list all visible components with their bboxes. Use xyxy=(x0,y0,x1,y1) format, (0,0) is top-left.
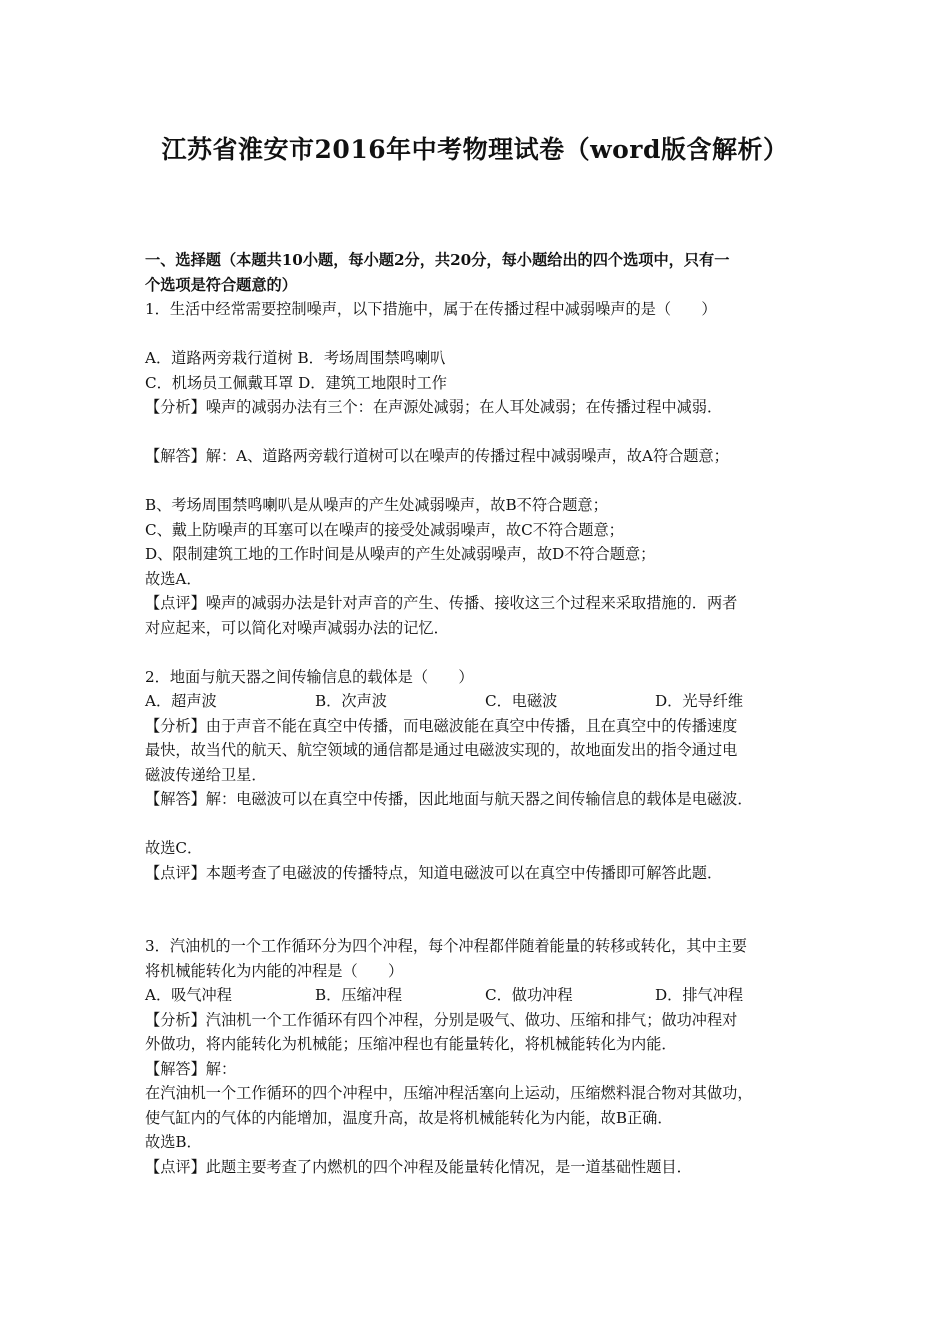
q1-answer: 【解答】解：A、道路两旁载行道树可以在噪声的传播过程中减弱噪声，故A符合题意； xyxy=(145,447,729,465)
q3-choice: 故选B． xyxy=(145,1133,202,1151)
q2-option-b: B．次声波 xyxy=(315,692,387,710)
q1-options-cd: C．机场员工佩戴耳罩 D．建筑工地限时工作 xyxy=(145,373,447,392)
q3-option-b: B．压缩冲程 xyxy=(315,986,403,1004)
q3-analysis: 【分析】汽油机一个工作循环有四个冲程，分别是吸气、做功、压缩和排气；做功冲程对 xyxy=(145,1010,738,1029)
blank-line xyxy=(145,885,810,910)
q3-answer: 在汽油机一个工作循环的四个冲程中，压缩冲程活塞向上运动，压缩燃料混合物对其做功， xyxy=(145,1084,753,1102)
q2-option-d: D．光导纤维 xyxy=(655,692,744,710)
blank-line xyxy=(145,640,810,665)
q2-analysis-cont: 最快，故当代的航天、航空领域的通信都是通过电磁波实现的，故地面发出的指令通过电 xyxy=(145,741,738,759)
q3-option-d: D．排气冲程 xyxy=(655,986,744,1004)
section-heading-cont: 个选项是符合题意的） xyxy=(145,275,297,294)
q2-analysis: 【分析】由于声音不能在真空中传播，而电磁波能在真空中传播，且在真空中的传播速度 xyxy=(145,716,738,735)
q2-option-a: A．超声波 xyxy=(145,692,217,710)
q1-answer-b: B、考场周围禁鸣喇叭是从噪声的产生处减弱噪声，故B不符合题意； xyxy=(145,496,608,514)
blank-line xyxy=(145,322,810,347)
blank-line xyxy=(145,910,810,935)
q3-stem-cont: 将机械能转化为内能的冲程是（ ） xyxy=(145,961,404,980)
q1-comment: 【点评】噪声的减弱办法是针对声音的产生、传播、接收这三个过程来采取措施的．两者 xyxy=(145,594,738,612)
q2-option-c: C．电磁波 xyxy=(485,692,558,710)
q3-option-a: A．吸气冲程 xyxy=(145,986,232,1004)
q2-analysis-cont: 磁波传递给卫星． xyxy=(145,765,267,784)
blank-line xyxy=(145,469,810,494)
q1-answer-d: D、限制建筑工地的工作时间是从噪声的产生处减弱噪声，故D不符合题意； xyxy=(145,545,656,563)
q3-analysis-cont: 外做功，将内能转化为机械能；压缩冲程也有能量转化，将机械能转化为内能． xyxy=(145,1035,677,1053)
q3-answer-cont: 使气缸内的气体的内能增加，温度升高，故是将机械能转化为内能，故B正确． xyxy=(145,1108,673,1127)
section-heading: 一、选择题（本题共10小题，每小题2分，共20分，每小题给出的四个选项中，只有一 xyxy=(145,251,730,269)
q1-answer-c: C、戴上防噪声的耳塞可以在噪声的接受处减弱噪声，故C不符合题意； xyxy=(145,520,624,539)
q2-choice: 故选C． xyxy=(145,839,203,857)
q2-stem: 2．地面与航天器之间传输信息的载体是（ ） xyxy=(145,667,474,686)
q1-options-ab: A．道路两旁栽行道树 B．考场周围禁鸣喇叭 xyxy=(145,349,446,367)
blank-line xyxy=(145,420,810,445)
q3-comment: 【点评】此题主要考查了内燃机的四个冲程及能量转化情况，是一道基础性题目． xyxy=(145,1157,692,1176)
q2-comment: 【点评】本题考查了电磁波的传播特点，知道电磁波可以在真空中传播即可解答此题． xyxy=(145,863,723,882)
q1-stem: 1．生活中经常需要控制噪声，以下措施中，属于在传播过程中减弱噪声的是（ ） xyxy=(145,300,717,318)
q1-choice: 故选A． xyxy=(145,569,202,588)
q1-comment-cont: 对应起来，可以简化对噪声减弱办法的记忆． xyxy=(145,618,449,637)
q3-option-c: C．做功冲程 xyxy=(485,986,573,1004)
q3-stem: 3．汽油机的一个工作循环分为四个冲程，每个冲程都伴随着能量的转移或转化，其中主要 xyxy=(145,937,747,955)
document-body xyxy=(145,248,810,1179)
q2-answer: 【解答】解：电磁波可以在真空中传播，因此地面与航天器之间传输信息的载体是电磁波． xyxy=(145,790,753,808)
q2-options xyxy=(145,689,810,714)
blank-line xyxy=(145,812,810,837)
q1-analysis: 【分析】噪声的减弱办法有三个：在声源处减弱；在人耳处减弱；在传播过程中减弱． xyxy=(145,398,723,416)
q3-answer-head: 【解答】解： xyxy=(145,1059,237,1078)
q3-options xyxy=(145,983,810,1008)
document-title: 江苏省淮安市2016年中考物理试卷（word版含解析） xyxy=(161,135,789,164)
